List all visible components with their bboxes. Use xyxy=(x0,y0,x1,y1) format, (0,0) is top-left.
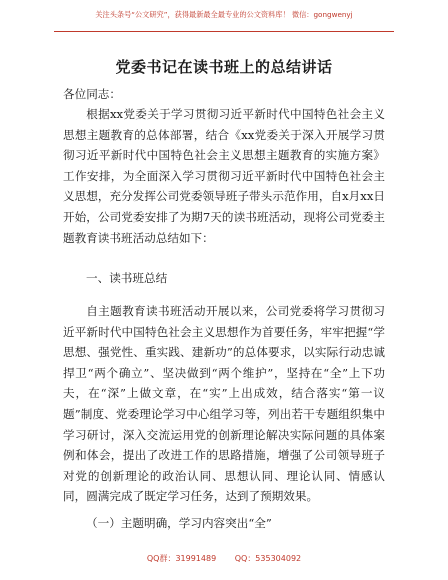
paragraph-summary: 自主题教育读书班活动开展以来，公司党委将学习贯彻习近平新时代中国特色社会主义思想作为首要任务，牢牢把握“学思想、强党性、重实践、建新功”的总体要求，以实际行动忠诚捍卫“两个确立”、坚决做到“两个维护”，坚持在“全”上下功夫，在“深”上做文章，在“实”上出成效，结合落实“第一议题”制度、党委理论学习中心组学习等，列出若干专题组织集中学习研讨，深入交流运用党的创新理论解决实际问题的具体案例和体会，提出了改进工作的思路措施，增强了公司领导班子对党的创新理论的政治认同、思想认同、理论认同、情感认同，圆满完成了既定学习任务，达到了预期效果。 xyxy=(63,304,385,504)
footer xyxy=(0,553,448,564)
footer-qq: QQ：535304092 xyxy=(234,554,302,563)
header-divider xyxy=(54,31,394,32)
greeting: 各位同志： xyxy=(63,87,121,101)
footer-qq-group: QQ群：31991489 xyxy=(146,554,217,563)
paragraph-intro: 根据xx党委关于学习贯彻习近平新时代中国特色社会主义思想主题教育的总体部署，结合《xx党委关于深入开展学习贯彻习近平新时代中国特色社会主义思想主题教育的实施方案》工作安排，为全面深入学习贯彻习近平新时代中国特色社会主义思想，充分发挥公司党委领导班子带头示范作用，自x月xx日开始，公司党委安排了为期7天的读书班活动，现将公司党委主题教育读书班活动总结如下： xyxy=(63,107,385,245)
subsection-heading: （一）主题明确，学习内容突出“全” xyxy=(86,516,272,530)
section-heading: 一、读书班总结 xyxy=(86,271,168,285)
header-banner: 关注头条号“公文研究”，获得最新最全最专业的公文资料库！ 微信：gongwenyj xyxy=(95,10,353,19)
document-title: 党委书记在读书班上的总结讲话 xyxy=(115,58,333,76)
